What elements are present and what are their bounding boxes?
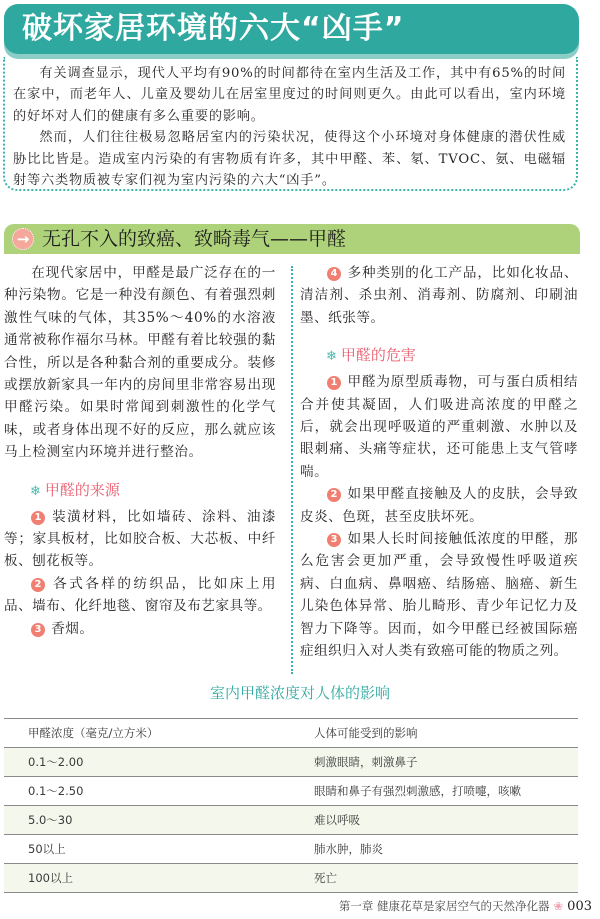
concentration-table	[4, 718, 578, 893]
source-item: 4 多种类别的化工产品，比如化妆品、清洁剂、杀虫剂、消毒剂、防腐剂、印刷油墨、纸张等。	[300, 265, 578, 326]
page-title: 破坏家居环境的六大“凶手”	[22, 11, 405, 46]
section-header	[4, 224, 580, 254]
title-banner	[4, 4, 579, 54]
number-badge-icon: 2	[31, 578, 45, 592]
left-column	[4, 262, 276, 640]
right-column	[300, 262, 578, 663]
table-row	[4, 835, 578, 864]
table-cell: 肺水肿，肺炎	[314, 842, 383, 856]
table-cell: 0.1～2.00	[28, 755, 84, 769]
table-cell: 100以上	[28, 871, 73, 885]
table-row	[4, 864, 578, 893]
hazard-item: 2 如果甲醛直接触及人的皮肤，会导致皮炎、色斑，甚至皮肤坏死。	[300, 486, 578, 525]
sources-heading: ❄ 甲醛的来源	[30, 480, 120, 499]
source-item: 3 香烟。	[4, 618, 276, 640]
chapter-title: 第一章 健康花草是家居空气的天然净化器	[338, 899, 550, 913]
number-badge-icon: 3	[327, 533, 341, 547]
table-header-cell: 人体可能受到的影响	[314, 726, 418, 740]
table-header-row	[4, 719, 578, 748]
table-cell: 5.0～30	[28, 813, 73, 827]
formaldehyde-intro: 在现代家居中，甲醛是最广泛存在的一种污染物。它是一种没有颜色、有着强烈刺激性气味的气体，其35%～40%的水溶液通常被称作福尔马林。甲醛有着比较强的黏合性，所以是各种黏合剂的重要成分。装修或摆放新家具一年内的房间里非常容易出现甲醛污染。如果时常闻到刺激性的化学气味，或者身体出现不好的反应，那么就应该马上检测室内环境并进行整治。	[4, 265, 276, 461]
table-caption: 室内甲醛浓度对人体的影响	[209, 684, 390, 702]
table-header-cell: 甲醛浓度（毫克/立方米）	[28, 726, 159, 740]
number-badge-icon: 3	[31, 623, 45, 637]
hazards-heading: ❄ 甲醛的危害	[326, 346, 416, 365]
page-number: 003	[567, 899, 592, 914]
table-row	[4, 748, 578, 777]
table-cell: 50以上	[28, 842, 66, 856]
number-badge-icon: 1	[327, 376, 341, 390]
column-divider	[291, 266, 293, 674]
number-badge-icon: 2	[327, 488, 341, 502]
table-row	[4, 806, 578, 835]
intro-paragraph: 然而，人们往往极易忽略居室内的污染状况，使得这个小环境对身体健康的潜伏性威胁比比皆是。造成室内污染的有害物质有许多，其中甲醛、苯、氡、TVOC、氨、电磁辐射等六类物质被专家们视为室内污染的六大“凶手”。	[13, 130, 566, 189]
source-item: 1 装潢材料，比如墙砖、涂料、油漆等；家具板材，比如胶合板、大芯板、中纤板、刨花板等。	[4, 508, 276, 570]
hazard-item: 1 甲醛为原型质毒物，可与蛋白质相结合并使其凝固，人们吸进高浓度的甲醛之后，就会出现呼吸道的严重刺激、水肿以及眼刺痛、头痛等症状，还可能患上支气管哮喘。	[300, 374, 578, 480]
intro-paragraph: 有关调查显示，现代人平均有90%的时间都待在室内生活及工作，其中有65%的时间在家中，而老年人、儿童及婴幼儿在居室里度过的时间则更久。由此可以看出，室内环境的好坏对人们的健康有多么重要的影响。	[13, 66, 566, 124]
table-cell: 0.1～2.50	[28, 784, 84, 798]
table-cell: 刺激眼睛，刺激鼻子	[314, 755, 418, 769]
snowflake-icon: ❄	[30, 483, 41, 499]
page-footer	[339, 898, 592, 914]
snowflake-icon: ❄	[326, 349, 337, 365]
hazard-item: 3 如果人长时间接触低浓度的甲醛，那么危害会更加严重，会导致慢性呼吸道疾病、白血病、鼻咽癌、结肠癌、脑癌、新生儿染色体异常、胎儿畸形、青少年记忆力及智力下降等。因而，如今甲醛已经被国际癌症组织归入对人类有致癌可能的物质之列。	[300, 531, 578, 660]
section-title: 无孔不入的致癌、致畸毒气——甲醛	[42, 228, 347, 250]
number-badge-icon: 4	[327, 267, 341, 281]
table-cell: 死亡	[314, 871, 337, 885]
table-row	[4, 777, 578, 806]
table-cell: 眼睛和鼻子有强烈刺激感，打喷嚏，咳嗽	[314, 784, 521, 798]
arrow-right-icon: →	[12, 228, 34, 250]
table-cell: 难以呼吸	[314, 813, 360, 827]
flower-icon: ❀	[553, 899, 564, 913]
number-badge-icon: 1	[31, 511, 45, 525]
source-item: 2 各式各样的纺织品，比如床上用品、墙布、化纤地毯、窗帘及布艺家具等。	[4, 575, 276, 615]
intro-box	[3, 57, 578, 191]
